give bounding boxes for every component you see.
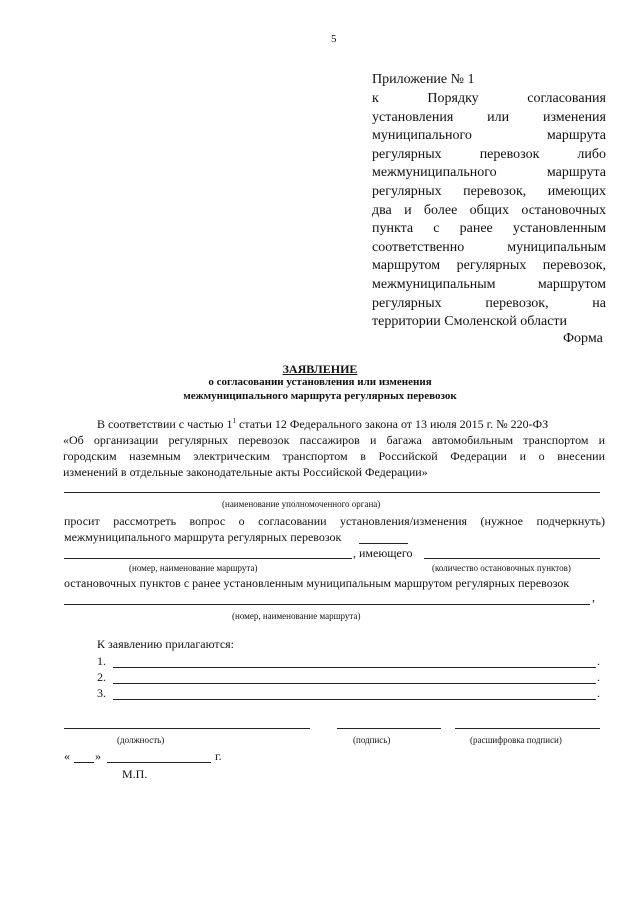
attachment-field[interactable] — [113, 699, 596, 700]
appendix-line: к Порядку согласования — [372, 91, 606, 106]
route-name-field[interactable] — [64, 558, 352, 559]
authority-field[interactable] — [64, 492, 600, 493]
intro-line: «Об организации регулярных перевозок пассажиров и багажа автомобильным транспортом и — [63, 433, 605, 447]
doc-subtitle: о согласовании установления или изменения — [208, 376, 432, 388]
appendix-line: межмуниципальным маршрутом — [372, 276, 606, 292]
intro-line — [97, 417, 548, 432]
signature-field[interactable] — [337, 728, 441, 729]
appendix-line: маршрутом регулярных перевозок, — [372, 258, 606, 274]
request-line: просит рассмотреть вопрос о согласовании установления/изменения (нужное подчеркнуть) — [64, 514, 605, 528]
attachments-title: К заявлению прилагаются: — [97, 637, 235, 651]
stops-text: остановочных пунктов с ранее установленным муниципальным маршрутом регулярных перевозок — [64, 576, 570, 590]
date-close-quote: » — [95, 749, 101, 763]
page-number: 5 — [331, 33, 337, 45]
appendix-line: установления или изменения — [372, 109, 606, 125]
appendix-line: муниципального маршрута — [372, 128, 606, 144]
year-suffix: г. — [215, 749, 222, 763]
position-field[interactable] — [64, 728, 310, 729]
comma: , — [592, 590, 595, 604]
route-field[interactable] — [359, 543, 408, 544]
intro-text: В соответствии с частью 1 — [97, 417, 233, 431]
stops-caption: (количество остановочных пунктов) — [432, 563, 571, 573]
route-caption: (номер, наименование маршрута) — [129, 563, 258, 573]
signature-caption: (подпись) — [353, 735, 391, 745]
intro-line: городским наземным электрическим транспортом в Российской Федерации и о внесении — [63, 449, 605, 463]
attachment-num: 2. — [97, 670, 106, 684]
date-day-field[interactable] — [74, 762, 94, 763]
appendix-line: соответственно муниципальным — [372, 239, 606, 255]
stops-count-field[interactable] — [424, 558, 600, 559]
appendix-title: Приложение № 1 — [372, 72, 475, 87]
stamp-label: М.П. — [122, 767, 148, 781]
existing-route-field[interactable] — [64, 604, 590, 605]
request-line: межмуниципального маршрута регулярных перевозок — [64, 530, 342, 544]
doc-subtitle: межмуниципального маршрута регулярных перевозок — [183, 390, 457, 402]
signature-decode-field[interactable] — [455, 728, 600, 729]
appendix-line: регулярных перевозок либо — [372, 146, 606, 162]
appendix-line: территории Смоленской области — [372, 314, 568, 330]
doc-title: ЗАЯВЛЕНИЕ — [282, 362, 358, 376]
attachment-field[interactable] — [113, 667, 596, 668]
period: . — [597, 686, 600, 700]
period: . — [597, 670, 600, 684]
period: . — [597, 654, 600, 668]
attachment-num: 1. — [97, 654, 106, 668]
authority-caption: (наименование уполномоченного органа) — [222, 499, 381, 509]
appendix-line: регулярных перевозок, имеющих — [372, 183, 606, 199]
attachment-field[interactable] — [113, 683, 596, 684]
signature-decode-caption: (расшифровка подписи) — [470, 735, 562, 745]
route-caption-2: (номер, наименование маршрута) — [232, 611, 361, 621]
attachment-num: 3. — [97, 686, 106, 700]
appendix-line: пункта с ранее установленным — [372, 221, 606, 237]
intro-sup: 1 — [232, 417, 237, 425]
date-open-quote: « — [64, 749, 70, 763]
position-caption: (должность) — [117, 735, 165, 745]
appendix-text — [372, 90, 606, 332]
intro-line: изменений в отдельные законодательные акты Российской Федерации» — [63, 465, 428, 479]
appendix-line: два и более общих остановочных — [372, 202, 606, 218]
appendix-line: регулярных перевозок, на — [372, 295, 606, 311]
intro-text: статьи 12 Федерального закона от 13 июля 2015 г. № 220-ФЗ — [236, 417, 549, 431]
appendix-line: межмуниципального маршрута — [372, 165, 606, 181]
having-text: , имеющего — [353, 546, 413, 560]
form-label: Форма — [563, 331, 603, 346]
date-month-year-field[interactable] — [107, 762, 211, 763]
